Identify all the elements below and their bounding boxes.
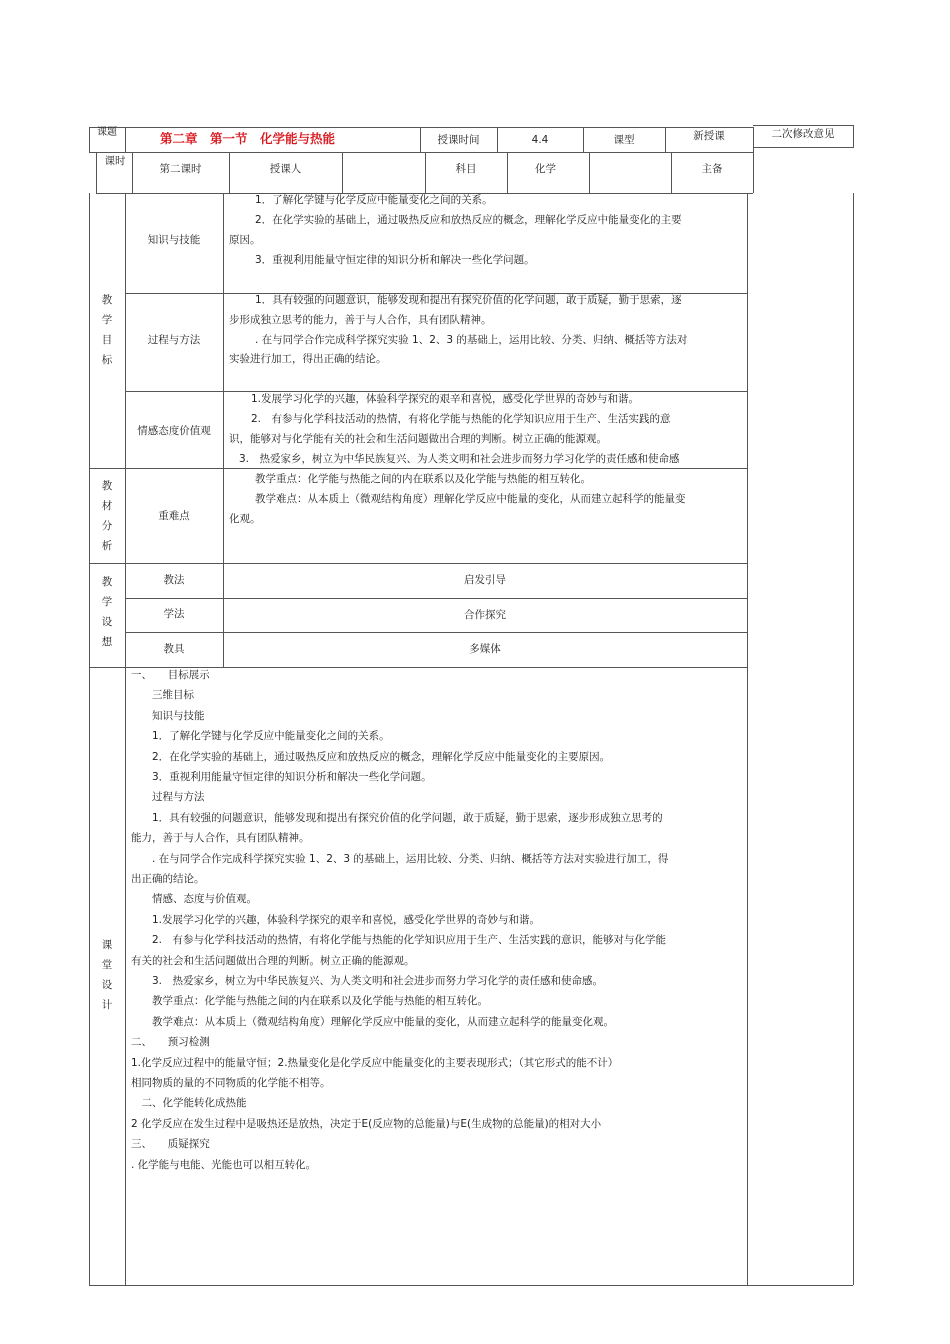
classroom-line: 知识与技能 [131, 709, 205, 722]
attitude-line-3: 3. 热爱家乡，树立为中华民族复兴、为人类文明和社会进步而努力学习化学的责任感和使命感 [239, 453, 680, 465]
objectives-label: 教学目标 [101, 294, 113, 366]
time-label: 授课时间 [437, 134, 480, 146]
classroom-line: 3．重视利用能量守恒定律的知识分析和解决一些化学问题。 [131, 771, 432, 783]
classroom-line: 二、化学能转化成热能 [131, 1097, 247, 1110]
attitude-line-1: 1.发展学习化学的兴趣，体验科学探究的艰辛和喜悦，感受化学世界的奇妙与和谐。 [251, 393, 640, 405]
classroom-line: 教学重点：化学能与热能之间的内在联系以及化学能与热能的相互转化。 [131, 995, 488, 1008]
process-line-1: 1．具有较强的问题意识，能够发现和提出有探究价值的化学问题，敢于质疑，勤于思索，逐 [255, 294, 682, 306]
classroom-line: 有关的社会和生活问题做出合理的判断。树立正确的能源观。 [131, 954, 415, 967]
classroom-line: 一、 目标展示 [131, 669, 210, 681]
revision-label: 二次修改意见 [771, 128, 835, 140]
process-line-1b: 步形成独立思考的能力，善于与人合作，具有团队精神。 [229, 314, 492, 326]
classroom-line: 出正确的结论。 [131, 873, 205, 885]
design-label: 教学设想 [101, 576, 113, 648]
classroom-line: 三维目标 [131, 689, 194, 702]
classroom-line: 能力，善于与人合作，具有团队精神。 [131, 832, 310, 845]
classroom-line: 2 化学反应在发生过程中是吸热还是放热，决定于E(反应物的总能量)与E(生成物的总能量)的相对大小 [131, 1117, 602, 1130]
material-difficulty: 教学难点：从本质上（微观结构角度）理解化学反应中能量的变化，从而建立起科学的能量变 [255, 493, 686, 505]
knowledge-line-1: 1．了解化学键与化学反应中能量变化之间的关系。 [255, 194, 493, 206]
classroom-line: . 在与同学合作完成科学探究实验 1、2、3 的基础上，运用比较、分类、归纳、概括等方法对实验进行加工，得 [131, 852, 669, 865]
study-value: 合作探究 [464, 609, 506, 621]
subject-label: 科目 [455, 163, 477, 175]
classroom-label: 课堂设计 [101, 939, 113, 1011]
classroom-line: 二、 预习检测 [131, 1036, 210, 1049]
prep-value: 主备 [701, 163, 723, 175]
knowledge-line-2b: 原因。 [229, 234, 261, 246]
teacher-label: 授课人 [269, 163, 302, 175]
study-label: 学法 [163, 608, 185, 620]
knowledge-line-2: 2．在化学实验的基础上，通过吸热反应和放热反应的概念，理解化学反应中能量变化的主要 [255, 214, 682, 226]
period-label: 课时 [104, 155, 126, 167]
key-points-label: 重难点 [158, 510, 190, 522]
attitude-line-2: 2. 有参与化学科技活动的热情，有将化学能与热能的化学知识应用于生产、生活实践的意 [251, 413, 671, 425]
tool-label: 教具 [163, 643, 185, 655]
classroom-line: 相同物质的量的不同物质的化学能不相等。 [131, 1077, 331, 1089]
classroom-line: 教学难点：从本质上（微观结构角度）理解化学反应中能量的变化，从而建立起科学的能量变化观。 [131, 1015, 614, 1028]
classroom-line: 1．了解化学键与化学反应中能量变化之间的关系。 [131, 730, 390, 743]
classroom-line: . 化学能与电能、光能也可以相互转化。 [131, 1158, 317, 1171]
time-value: 4.4 [531, 134, 549, 146]
material-label: 教材分析 [101, 480, 113, 552]
subject-value: 化学 [535, 163, 556, 175]
process-line-2b: 实验进行加工，得出正确的结论。 [229, 353, 387, 365]
knowledge-label: 知识与技能 [147, 234, 201, 246]
classroom-line: 3. 热爱家乡，树立为中华民族复兴、为人类文明和社会进步而努力学习化学的责任感和使命感。 [131, 975, 604, 987]
classroom-line: 2．在化学实验的基础上，通过吸热反应和放热反应的概念，理解化学反应中能量变化的主要原因。 [131, 750, 611, 763]
course-label: 课题 [97, 127, 117, 138]
lesson-title: 第二章 第一节 化学能与热能 [160, 131, 336, 146]
material-key-point: 教学重点：化学能与热能之间的内在联系以及化学能与热能的相互转化。 [255, 473, 591, 485]
type-label: 课型 [613, 134, 635, 146]
classroom-line: 2. 有参与化学科技活动的热情，有将化学能与热能的化学知识应用于生产、生活实践的意识，能够对与化学能 [131, 934, 667, 947]
classroom-line: 过程与方法 [131, 791, 205, 804]
material-difficulty-b: 化观。 [229, 513, 261, 525]
knowledge-line-3: 3．重视利用能量守恒定律的知识分析和解决一些化学问题。 [255, 254, 535, 266]
classroom-line: 1.化学反应过程中的能量守恒；2.热量变化是化学反应中能量变化的主要表现形式；（其它形式的能不计） [131, 1056, 619, 1069]
type-value: 新授课 [693, 130, 725, 142]
period-value: 第二课时 [159, 163, 202, 175]
attitude-label: 情感态度价值观 [137, 425, 211, 437]
classroom-line: 1.发展学习化学的兴趣，体验科学探究的艰辛和喜悦，感受化学世界的奇妙与和谐。 [131, 913, 541, 926]
method-label: 教法 [163, 574, 185, 586]
process-label: 过程与方法 [147, 334, 201, 346]
tool-value: 多媒体 [469, 643, 501, 655]
classroom-line: 情感、态度与价值观。 [131, 893, 257, 906]
method-value: 启发引导 [464, 574, 506, 586]
attitude-line-2b: 识，能够对与化学能有关的社会和生活问题做出合理的判断。树立正确的能源观。 [229, 433, 607, 445]
process-line-2: . 在与同学合作完成科学探究实验 1、2、3 的基础上，运用比较、分类、归纳、概括等方法对 [255, 334, 688, 346]
classroom-line: 三、 质疑探究 [131, 1138, 210, 1151]
classroom-line: 1．具有较强的问题意识，能够发现和提出有探究价值的化学问题，敢于质疑，勤于思索，逐步形成独立思考的 [131, 811, 663, 824]
